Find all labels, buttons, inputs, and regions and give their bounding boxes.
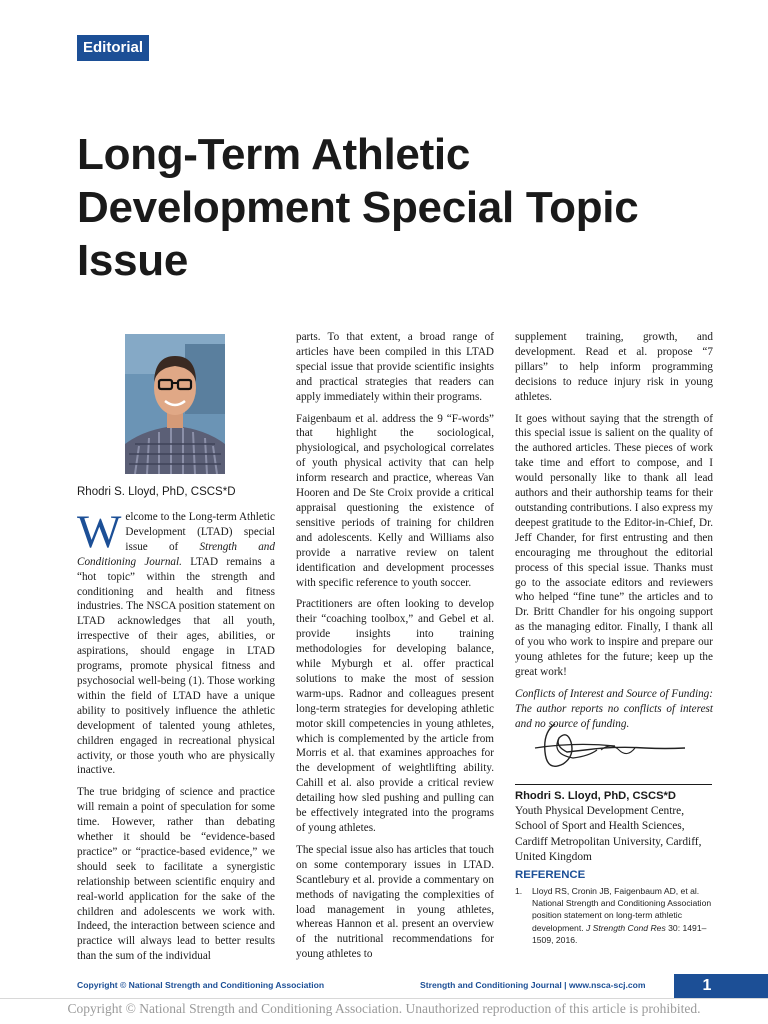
column-1 bbox=[77, 506, 275, 971]
byline: Rhodri S. Lloyd, PhD, CSCS*D bbox=[77, 486, 236, 498]
intro-text-b: LTAD remains a “hot topic” within the strength and conditioning and health and fitness industries. The NSCA position statement on LTAD acknowledges that all youth, irrespective of their ages, abilities, or aspirations, should engage in LTAD programs, promote physical fitness and psychosocial well-being (1). Those working within the field of LTAD have a unique ability to positively influence the athletic development of talented young athletes, children engaged in recreational physical activity, or those youth who are physically inactive. bbox=[77, 555, 275, 777]
affiliation-line: Cardiff Metropolitan University, Cardiff, bbox=[515, 835, 702, 848]
reference-text-a: Lloyd RS, Cronin JB, Faigenbaum AD, et al. National Strength and Conditioning Association position statement on long-term athletic development. bbox=[532, 886, 712, 933]
paragraph: Faigenbaum et al. address the 9 “F-words” that highlight the sociological, physiological, and psychological correlates of youth physical activity that can help inform research and practice, whereas Van Hooren and De Ste Croix provide a critical appraisal questioning the existence of sensitive periods of training for children and adolescents. Kelly and Williams also provide a narrative review on talent identification and development processes with specific reference to youth soccer. bbox=[296, 412, 494, 589]
reference-heading: REFERENCE bbox=[515, 869, 586, 881]
author-block bbox=[515, 789, 715, 865]
author-name: Rhodri S. Lloyd, PhD, CSCS*D bbox=[515, 790, 676, 802]
conflict-statement: Conflicts of Interest and Source of Funding: The author reports no conflicts of interest and no source of funding. bbox=[515, 687, 713, 730]
reference-item bbox=[515, 885, 715, 946]
column-3 bbox=[515, 330, 713, 739]
page-number: 1 bbox=[702, 977, 712, 994]
section-tag: Editorial bbox=[77, 35, 149, 61]
footer-copyright: Copyright © National Strength and Conditioning Association bbox=[77, 980, 325, 990]
copyright-notice: Copyright © National Strength and Conditioning Association. Unauthorized reproduction of this article is prohibited. bbox=[67, 1001, 701, 1016]
paragraph: The special issue also has articles that touch on some contemporary issues in LTAD. Scantlebury et al. provide a commentary on methods of navigating the complexities of load management in young athletes, whereas Hannon et al. present an overview of the nutritional recommendations for young athletes to bbox=[296, 843, 494, 961]
paragraph: It goes without saying that the strength of this special issue is salient on the quality of the authored articles. These pieces of work take time and effort to compose, and I would personally like to thank all lead authors and their authorship teams for their outstanding contributions. I also express my deepest gratitude to the Editor-in-Chief, Dr. Jeff Chander, for first entrusting and then encouraging me throughout the editorial process of this special issue. Thanks must go to the associate editors and reviewers who helped “fine tune” the articles and to Dr. Britt Chandler for his ongoing support as the managing editor. Finally, I thank all of you who work to inspire and prepare our young athletes for the future; keep up the great work! bbox=[515, 412, 713, 678]
intro-paragraph bbox=[77, 506, 275, 778]
page-number-box bbox=[674, 974, 768, 998]
author-photo bbox=[125, 334, 225, 474]
reference-journal: J Strength Cond Res bbox=[585, 922, 666, 933]
page-footer bbox=[0, 974, 768, 998]
author-divider bbox=[515, 784, 712, 785]
drop-cap: W bbox=[77, 506, 122, 558]
paragraph: supplement training, growth, and development. Read et al. propose “7 pillars” to help inform programming decisions to reduce injury risk in young athletes. bbox=[515, 331, 713, 403]
reference-text-b: 30: 1491–1509, 2016. bbox=[532, 922, 707, 945]
affiliation-line: Youth Physical Development Centre, bbox=[515, 805, 685, 818]
affiliation-line: School of Sport and Health Sciences, bbox=[515, 820, 685, 833]
column-2 bbox=[296, 330, 494, 969]
signature-icon bbox=[515, 712, 705, 778]
footer-journal: Strength and Conditioning Journal | www.nsca-scj.com bbox=[420, 980, 646, 990]
paragraph: parts. To that extent, a broad range of articles have been compiled in this LTAD special issue that provide scientific insights and practical strategies that readers can apply immediately within their programs. bbox=[296, 331, 494, 403]
paragraph: Practitioners are often looking to develop their “coaching toolbox,” and Gebel et al. provide insights into training methodologies for developing balance, while Myburgh et al. offer practical solutions to make the most of session warm-ups. Radnor and colleagues present long-term strategies for developing athletic motor skill competencies in young athletes, which is complemented by the article from Morris et al. that examines approaches for the development of weightlifting ability. Cahill et al. also provide a critical review detailing how sled pushing and pulling can be effectively integrated into the programs of young athletes. bbox=[296, 598, 494, 834]
affiliation-line: United Kingdom bbox=[515, 850, 592, 863]
article-title: Long-Term Athletic Development Special Topic Issue bbox=[77, 130, 639, 285]
reference-number: 1. bbox=[515, 886, 523, 896]
intro-text-a: elcome to the Long-term Athletic Development (LTAD) special issue of bbox=[125, 511, 275, 553]
journal-name: Strength and Conditioning Journal. bbox=[77, 540, 275, 568]
paragraph: The true bridging of science and practice will remain a point of speculation for some time. However, rather than debating whether it should be “evidence-based practice” or “practice-based evidence,” we should seek to facilitate a synergistic relationship between scientific enquiry and real-world application for the sake of the children and adolescents we work with. Indeed, the interaction between science and practice will always lead to better results than the sum of the individual bbox=[77, 786, 275, 963]
